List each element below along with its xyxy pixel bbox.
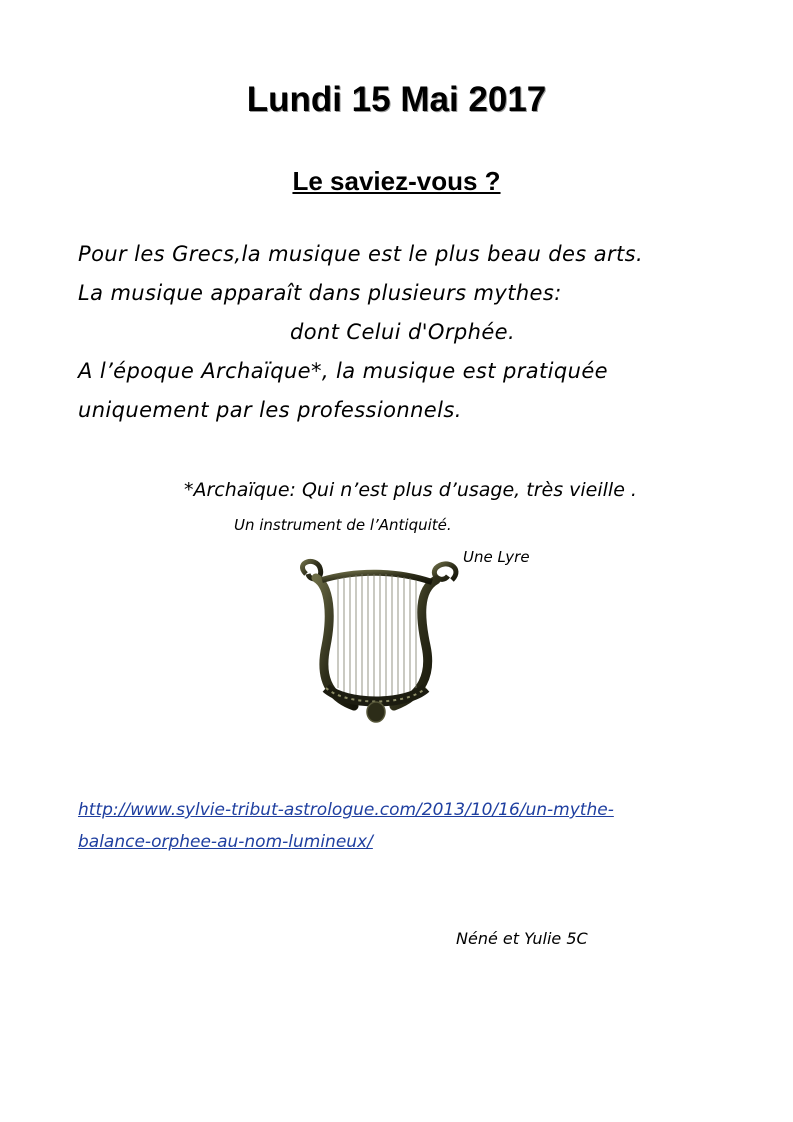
- lyre-icon: [286, 556, 466, 728]
- body-line-4: A l’époque Archaïque*, la musique est pratiquée: [78, 359, 608, 383]
- source-link-line-1[interactable]: http://www.sylvie-tribut-astrologue.com/2013/10/16/un-mythe-: [78, 800, 614, 820]
- page-subtitle: Le saviez-vous ?: [292, 166, 501, 196]
- footnote-definition: *Archaïque: Qui n’est plus d’usage, très vieille .: [184, 479, 637, 501]
- body-line-5: uniquement par les professionnels.: [78, 398, 462, 422]
- source-link-line-2[interactable]: balance-orphee-au-nom-lumineux/: [78, 832, 373, 852]
- author-signature: Néné et Yulie 5C: [456, 929, 588, 948]
- body-line-3: dont Celui d'Orphée.: [290, 320, 516, 344]
- image-caption-line-1: Un instrument de l’Antiquité.: [234, 516, 452, 534]
- body-line-2: La musique apparaît dans plusieurs mythes:: [78, 281, 562, 305]
- page-date-title: Lundi 15 Mai 2017: [246, 80, 547, 119]
- body-line-1: Pour les Grecs,la musique est le plus beau des arts.: [78, 242, 644, 266]
- image-caption-line-2: Une Lyre: [463, 548, 530, 566]
